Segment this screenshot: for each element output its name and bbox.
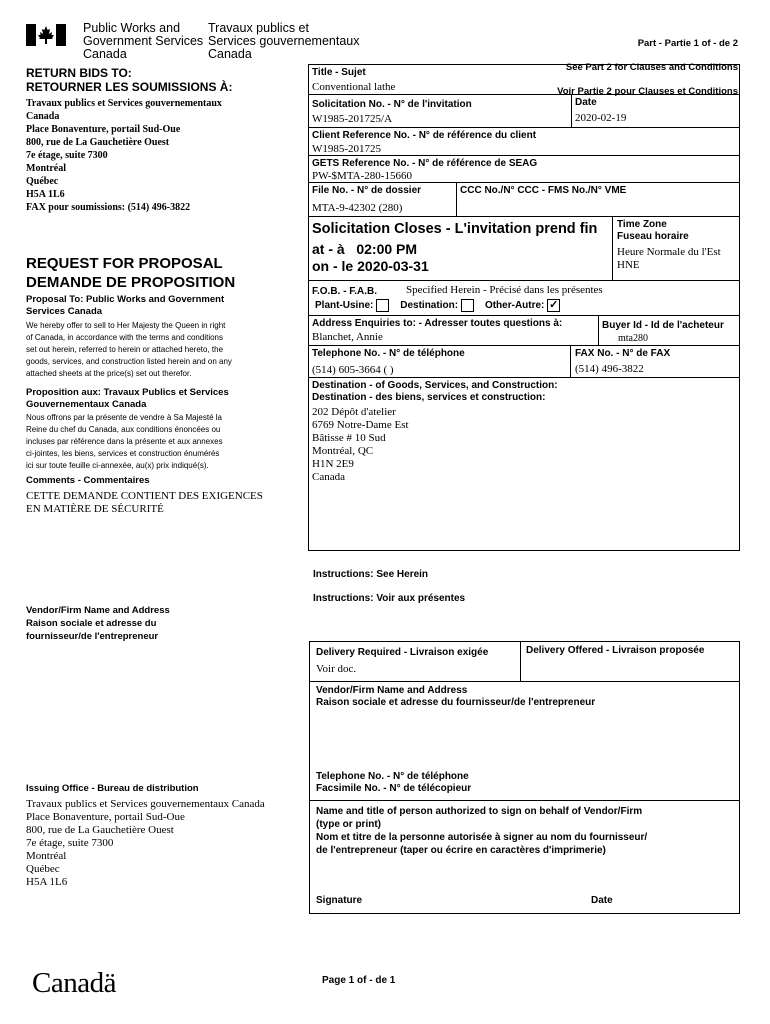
destination-address: 202 Dépôt d'atelier 6769 Notre-Dame Est Bâtisse # 10 Sud Montréal, QC H1N 2E9 Canada [312, 406, 409, 483]
title-value: Conventional lathe [312, 81, 396, 93]
title-label: Title - Sujet [312, 67, 366, 78]
time-zone-label: Time Zone Fuseau horaire [617, 219, 689, 242]
signature-date-label: Date [591, 895, 613, 906]
comments-text: CETTE DEMANDE CONTIENT DES EXIGENCES EN MATIÈRE DE SÉCURITÉ [26, 490, 263, 515]
closes-time-line: at - à 02:00 PM [312, 241, 418, 257]
vendor-box-label: Vendor/Firm Name and Address Raison sociale et adresse du fournisseur/de l'entrepreneur [316, 685, 596, 708]
time-zone-value: Heure Normale du l'Est HNE [617, 246, 721, 271]
file-no-label: File No. - N° de dossier [312, 185, 422, 196]
proposition-label: Proposition aux: Travaux Publics et Services Gouvernementaux Canada [26, 387, 229, 410]
solicitation-number: W1985-201725/A [312, 113, 393, 125]
proposal-to-label: Proposal To: Public Works and Government Services Canada [26, 294, 225, 317]
canada-flag-icon [26, 24, 66, 46]
delivery-offered-label: Delivery Offered - Livraison proposée [526, 645, 705, 656]
tel-fax-label: Telephone No. - N° de téléphone Facsimile No. - N° de télécopieur [316, 771, 472, 794]
proposition-text: Nous offrons par la présente de vendre à Sa Majesté la Reine du chef du Canada, aux conditions énoncées ou incluses par référence dans la présente et aux annexes ci-jointes, les biens, services et construction énumérés ici sur toute feuille ci-annexée, au(x) prix indiqué(s). [26, 413, 223, 470]
closing-date: 2020-03-31 [357, 258, 429, 274]
delivery-required-label: Delivery Required - Livraison exigée [316, 647, 489, 658]
buyer-id-label: Buyer Id - Id de l'acheteur [602, 320, 724, 331]
delivery-required-value: Voir doc. [316, 663, 357, 675]
fax-value: (514) 496-3822 [575, 363, 644, 375]
instructions-en: Instructions: See Herein [313, 569, 429, 580]
issuing-office-address: Travaux publics et Services gouvernementaux Canada Place Bonaventure, portail Sud-Oue 800, rue de La Gauchetière Ouest 7e étage, suite 7300 Montréal Québec H5A 1L6 [26, 798, 265, 888]
phone-label: Telephone No. - N° de téléphone [312, 348, 465, 359]
fob-value: Specified Herein - Précisé dans les présentes [406, 284, 603, 296]
fax-label: FAX No. - N° de FAX [575, 348, 671, 359]
phone-value: (514) 605-3664 ( ) [312, 364, 394, 376]
destination-label: Destination - of Goods, Services, and Construction: Destination - des biens, services et construction: [312, 380, 558, 403]
plant-checkbox[interactable] [376, 299, 389, 312]
buyer-id-value: mta280 [618, 333, 648, 344]
authorized-signer-label: Name and title of person authorized to sign on behalf of Vendor/Firm (type or print) Nom et titre de la personne autorisée à signer au nom du fournisseur/ de l'entrepreneur (taper ou écrire en caractères d'imprimerie) [316, 806, 648, 856]
client-ref-value: W1985-201725 [312, 143, 382, 155]
enquiries-label: Address Enquiries to: - Adresser toutes questions à: [312, 318, 563, 329]
enquiries-value: Blanchet, Annie [312, 331, 383, 343]
date-label: Date [575, 97, 597, 108]
vendor-label-left: Vendor/Firm Name and Address Raison sociale et adresse du fournisseur/de l'entrepreneur [26, 605, 170, 642]
issuing-office-label: Issuing Office - Bureau de distribution [26, 783, 199, 794]
rfp-title: REQUEST FOR PROPOSAL DEMANDE DE PROPOSITION [26, 255, 236, 291]
closes-date-line: on - le 2020-03-31 [312, 258, 429, 274]
fob-label: F.O.B. - F.A.B. [312, 286, 377, 297]
fob-options: Plant-Usine: Destination: Other-Autre: ✓ [315, 299, 559, 312]
department-name-fr: Travaux publics et Services gouvernementaux Canada [208, 21, 360, 61]
gets-ref-label: GETS Reference No. - N° de référence de SEAG [312, 158, 538, 169]
solicitation-label: Solicitation No. - N° de l'invitation [312, 99, 472, 110]
destination-checkbox[interactable] [461, 299, 474, 312]
department-name-en: Public Works and Government Services Canada [83, 21, 204, 61]
signature-label: Signature [316, 895, 363, 906]
canada-wordmark: Canadä [32, 967, 116, 999]
file-no-value: MTA-9-42302 (280) [312, 202, 403, 214]
return-bids-label: RETURN BIDS TO: RETOURNER LES SOUMISSIONS À: [26, 66, 233, 94]
proposal-to-text: We hereby offer to sell to Her Majesty the Queen in right of Canada, in accordance with the terms and conditions set out herein, referred to herein or attached hereto, the goods, services, and construction listed herein and on any attached sheets at the price(s) set out therefor. [26, 321, 232, 378]
closing-time: 02:00 PM [356, 241, 418, 257]
closes-label: Solicitation Closes - L'invitation prend fin [312, 221, 598, 237]
part-indicator: Part - Partie 1 of - de 2 See Part 2 for Clauses and Conditions Voir Partie 2 pour Clauses et Conditions [557, 38, 738, 97]
client-ref-label: Client Reference No. - N° de référence du client [312, 130, 537, 141]
date-value: 2020-02-19 [575, 112, 627, 124]
comments-label: Comments - Commentaires [26, 475, 150, 486]
return-bids-address: Travaux publics et Services gouvernementaux Canada Place Bonaventure, portail Sud-Oue 800, rue de La Gauchetière Ouest 7e étage, suite 7300 Montréal Québec H5A 1L6 FAX pour soumissions: (514) 496-3822 [26, 98, 222, 213]
page-number: Page 1 of - de 1 [322, 975, 396, 986]
other-checkbox[interactable]: ✓ [549, 299, 559, 311]
gets-ref-value: PW-$MTA-280-15660 [312, 170, 412, 182]
instructions-fr: Instructions: Voir aux présentes [313, 593, 466, 604]
ccc-label: CCC No./N° CCC - FMS No./N° VME [460, 185, 627, 196]
